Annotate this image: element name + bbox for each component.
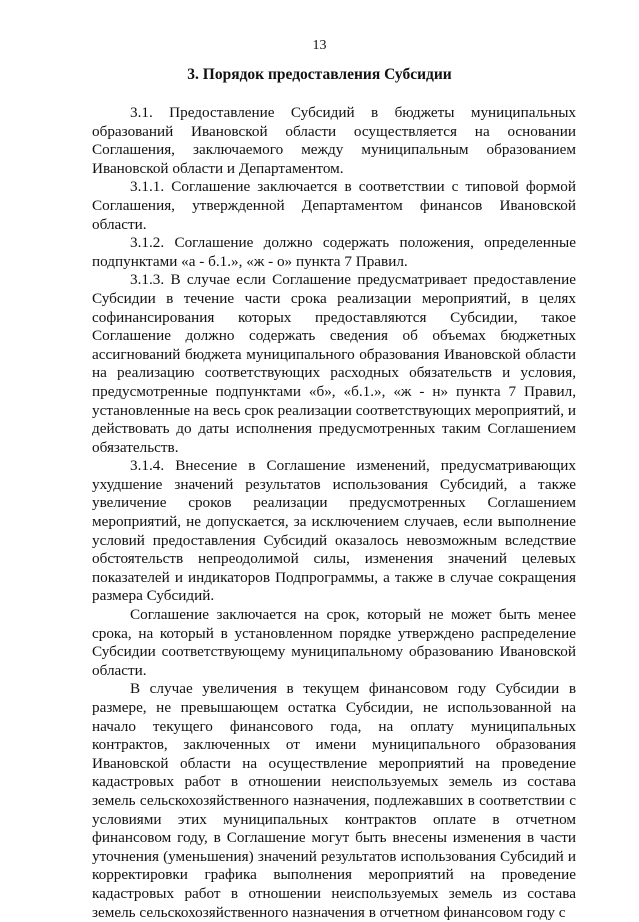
- paragraph-3-1-4: 3.1.4. Внесение в Соглашение изменений, предусматривающих ухудшение значений результатов использования Субсидий, а также увеличение сроков реализации предусмотренных Соглашением мероприятий, не допускается, за исключением случаев, если выполнение условий предоставления Субсидий оказалось невозможным вследствие обстоятельств непреодолимой силы, изменения значений целевых показателей и индикаторов Подпрограммы, а также в случае сокращения размера Субсидий.: [92, 457, 576, 605]
- paragraph-subsidy-increase: В случае увеличения в текущем финансовом году Субсидии в размере, не превышающем остатка Субсидии, не использованной на начало текущего финансового года, на оплату муниципальных контрактов, заключенных от имени муниципального образования Ивановской области на осуществление мероприятий на проведение кадастровых работ в отношении неиспользуемых земель из состава земель сельскохозяйственного назначения, подлежавших в соответствии с условиями этих муниципальных контрактов оплате в отчетном финансовом году, в Соглашение могут быть внесены изменения в части уточнения (уменьшения) значений результатов использования Субсидий и корректировки графика выполнения мероприятий на проведение кадастровых работ в отношении неиспользуемых земель из состава земель сельскохозяйственного назначения в отчетном финансовом году с: [92, 680, 576, 921]
- paragraph-3-1-1: 3.1.1. Соглашение заключается в соответствии с типовой формой Соглашения, утвержденной Департаментом финансов Ивановской области.: [92, 178, 576, 233]
- section-title: 3. Порядок предоставления Субсидии: [187, 66, 452, 83]
- paragraph-3-1-3: 3.1.3. В случае если Соглашение предусматривает предоставление Субсидии в течение части срока реализации мероприятий, в целях софинансирования которых предоставляются Субсидии, такое Соглашение должно содержать сведения об объемах бюджетных ассигнований бюджета муниципального образования Ивановской области на реализацию соответствующих расходных обязательств и условия, предусмотренные подпунктами «б», «б.1.», «ж - н» пункта 7 Правил, установленные на весь срок реализации соответствующих мероприятий, и действовать до даты исполнения предусмотренных таким Соглашением обязательств.: [92, 271, 576, 456]
- body-text: [92, 104, 576, 922]
- paragraph-3-1-2: 3.1.2. Соглашение должно содержать положения, определенные подпунктами «а - б.1.», «ж - о» пункта 7 Правил.: [92, 234, 576, 270]
- paragraph-agreement-term: Соглашение заключается на срок, который не может быть менее срока, на который в установленном порядке утверждено распределение Субсидии соответствующему муниципальному образованию Ивановской области.: [92, 606, 576, 679]
- page-number: 13: [312, 38, 327, 53]
- paragraph-3-1: 3.1. Предоставление Субсидий в бюджеты муниципальных образований Ивановской области осуществляется на основании Соглашения, заключаемого между муниципальным образованием Ивановской области и Департаментом.: [92, 104, 576, 177]
